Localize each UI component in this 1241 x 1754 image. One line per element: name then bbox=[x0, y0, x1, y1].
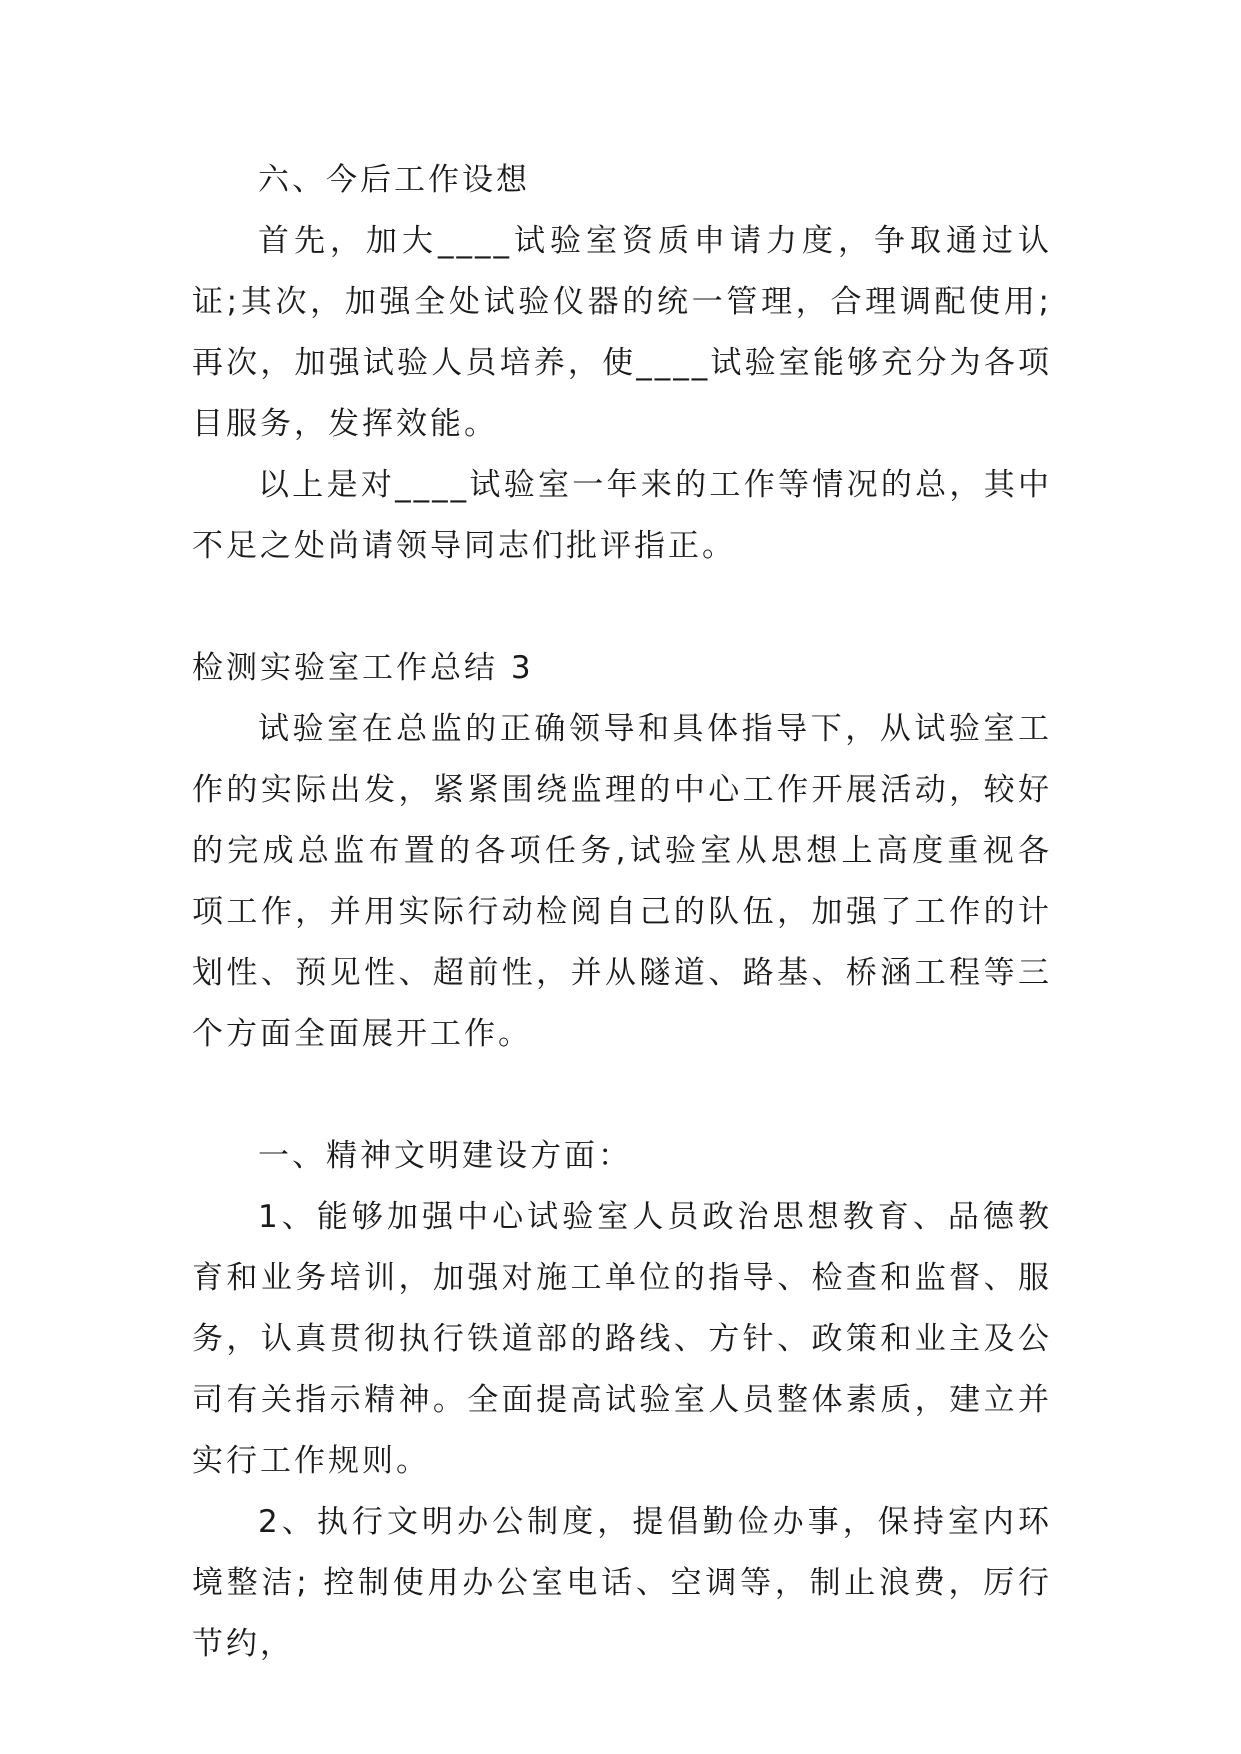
summary-3-title: 检测实验室工作总结 3 bbox=[192, 650, 534, 686]
section-one-item-2: 2、执行文明办公制度，提倡勤俭办事，保持室内环境整洁; 控制使用办公室电话、空调等，制止浪费，厉行节约， bbox=[192, 1504, 1052, 1662]
document-page bbox=[192, 150, 1052, 1675]
section-six-paragraph-2: 以上是对____试验室一年来的工作等情况的总，其中不足之处尚请领导同志们批评指正。 bbox=[192, 467, 1052, 564]
section-one-item-1: 1、能够加强中心试验室人员政治思想教育、品德教育和业务培训，加强对施工单位的指导、检查和监督、服务，认真贯彻执行铁道部的路线、方针、政策和业主及公司有关指示精神。全面提高试验室人员整体素质，建立并实行工作规则。 bbox=[192, 1199, 1052, 1479]
summary-3-intro: 试验室在总监的正确领导和具体指导下，从试验室工作的实际出发，紧紧围绕监理的中心工作开展活动，较好的完成总监布置的各项任务,试验室从思想上高度重视各项工作，并用实际行动检阅自己的队伍，加强了工作的计划性、预见性、超前性，并从隧道、路基、桥涵工程等三个方面全面展开工作。 bbox=[192, 711, 1052, 1052]
section-one-heading: 一、精神文明建设方面： bbox=[258, 1138, 632, 1174]
section-six-heading: 六、今后工作设想 bbox=[258, 162, 530, 198]
section-six-paragraph-1: 首先，加大____试验室资质申请力度，争取通过认证;其次，加强全处试验仪器的统一管理，合理调配使用;再次，加强试验人员培养，使____试验室能够充分为各项目服务，发挥效能。 bbox=[192, 223, 1052, 442]
